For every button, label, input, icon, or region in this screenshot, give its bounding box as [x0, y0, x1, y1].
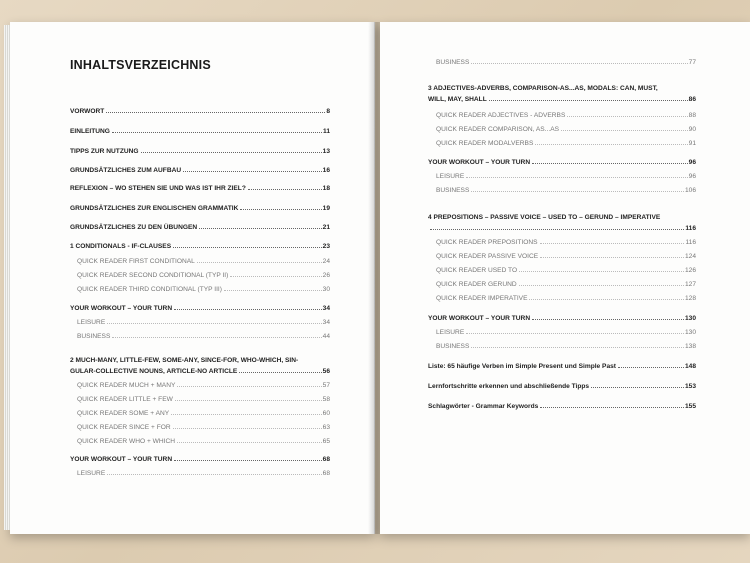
toc-page-number: 44	[322, 333, 330, 340]
toc-page-number: 34	[322, 305, 330, 312]
leader-dots	[174, 460, 322, 461]
toc-page-number: 130	[684, 329, 696, 336]
leader-dots	[224, 290, 322, 291]
toc-entry	[428, 211, 696, 232]
toc-page-number: 16	[322, 167, 330, 174]
toc-page-number: 116	[685, 225, 696, 232]
right-page	[380, 22, 750, 534]
toc-page-number: 56	[322, 368, 330, 375]
leader-dots	[112, 337, 321, 338]
toc-page-number: 26	[322, 272, 330, 279]
toc-page-number: 65	[322, 438, 330, 445]
toc-entry-label: LEISURE	[77, 470, 106, 477]
toc-entry-label: VORWORT	[70, 108, 105, 115]
toc-page-number: 155	[684, 403, 696, 410]
toc-entry	[428, 159, 696, 166]
toc-page-number: 128	[684, 295, 696, 302]
toc-page-number: 8	[326, 108, 330, 115]
toc-page-number: 24	[322, 258, 330, 265]
toc-entry-label: 1 CONDITIONALS - IF-CLAUSES	[70, 243, 172, 250]
toc-entry-label: QUICK READER GERUND	[436, 281, 517, 288]
leader-dots	[535, 144, 687, 145]
toc-entry	[70, 243, 330, 250]
toc-page-number: 90	[688, 126, 696, 133]
toc-entry-label: LEISURE	[436, 173, 465, 180]
toc-entry	[70, 456, 330, 463]
leader-dots	[183, 171, 322, 172]
leader-dots	[540, 243, 685, 244]
leader-dots	[248, 189, 322, 190]
leader-dots	[239, 372, 321, 373]
toc-page-number: 19	[322, 205, 330, 212]
leader-dots	[106, 112, 325, 113]
toc-subentry	[436, 59, 696, 66]
toc-subentry	[77, 258, 330, 265]
toc-page-number: 34	[322, 319, 330, 326]
leader-dots	[591, 387, 684, 388]
toc-subentry	[77, 410, 330, 417]
toc-entry-label: QUICK READER IMPERATIVE	[436, 295, 528, 302]
toc-page-number: 96	[688, 173, 696, 180]
leader-dots	[173, 247, 322, 248]
leader-dots	[561, 130, 688, 131]
toc-subentry	[77, 286, 330, 293]
toc-page-number: 148	[684, 363, 696, 370]
toc-subentry	[77, 272, 330, 279]
toc-subentry	[436, 253, 696, 260]
toc-entry-label: QUICK READER PREPOSITIONS	[436, 239, 538, 246]
leader-dots	[519, 271, 684, 272]
toc-entry-label: BUSINESS	[436, 187, 470, 194]
toc-entry-label: GRUNDSÄTZLICHES ZU DEN ÜBUNGEN	[70, 224, 198, 231]
leader-dots	[430, 229, 684, 230]
toc-entry-label: LEISURE	[77, 319, 106, 326]
toc-entry-label: QUICK READER MODALVERBS	[436, 140, 534, 147]
toc-page-number: 91	[688, 140, 696, 147]
toc-entry-label: TIPPS ZUR NUTZUNG	[70, 148, 139, 155]
toc-page-number: 124	[684, 253, 696, 260]
toc-page-number: 77	[688, 59, 696, 66]
toc-entry	[70, 305, 330, 312]
left-page	[10, 22, 375, 534]
toc-entry	[70, 185, 330, 192]
toc-entry-label: QUICK READER PASSIVE VOICE	[436, 253, 539, 260]
toc-page-number: 153	[684, 383, 696, 390]
toc-entry-label: Schlagwörter - Grammar Keywords	[428, 403, 539, 410]
toc-entry	[70, 224, 330, 231]
toc-page-number: 116	[685, 239, 696, 246]
toc-page-number: 126	[684, 267, 696, 274]
toc-subentry	[436, 239, 696, 246]
toc-entry-label: QUICK READER SINCE + FOR	[77, 424, 171, 431]
toc-entry-label: BUSINESS	[436, 59, 470, 66]
leader-dots	[618, 367, 684, 368]
toc-page-number: 13	[322, 148, 330, 155]
toc-subentry	[77, 382, 330, 389]
leader-dots	[489, 100, 688, 101]
toc-entry-label: QUICK READER SOME + ANY	[77, 410, 170, 417]
leader-dots	[175, 400, 322, 401]
toc-entry-label: QUICK READER FIRST CONDITIONAL	[77, 258, 195, 265]
leader-dots	[107, 323, 321, 324]
toc-entry	[428, 383, 696, 390]
toc-page-number: 60	[322, 410, 330, 417]
toc-entry-label: QUICK READER LITTLE + FEW	[77, 396, 173, 403]
toc-entry-label: GRUNDSÄTZLICHES ZUM AUFBAU	[70, 167, 182, 174]
toc-entry	[428, 403, 696, 410]
toc-entry	[70, 205, 330, 212]
toc-page-number: 58	[322, 396, 330, 403]
toc-entry-label: 3 ADJECTIVES-ADVERBS, COMPARISON-AS...AS, MODALS: CAN, MUST,	[428, 85, 658, 92]
toc-subentry	[436, 173, 696, 180]
leader-dots	[240, 209, 321, 210]
leader-dots	[532, 319, 684, 320]
toc-entry-label: QUICK READER COMPARISON, AS...AS	[436, 126, 559, 133]
toc-page-number: 106	[684, 187, 696, 194]
toc-subentry	[436, 329, 696, 336]
leader-dots	[174, 309, 322, 310]
leader-dots	[466, 333, 684, 334]
leader-dots	[197, 262, 322, 263]
toc-heading: INHALTSVERZEICHNIS	[70, 58, 211, 72]
leader-dots	[519, 285, 684, 286]
toc-page-number: 18	[322, 185, 330, 192]
toc-page-number: 88	[688, 112, 696, 119]
toc-subentry	[436, 140, 696, 147]
toc-subentry	[77, 319, 330, 326]
toc-entry-label: QUICK READER WHO + WHICH	[77, 438, 175, 445]
toc-subentry	[436, 295, 696, 302]
toc-subentry	[436, 187, 696, 194]
toc-page-number: 138	[684, 343, 696, 350]
leader-dots	[471, 347, 684, 348]
open-book	[8, 22, 750, 534]
toc-entry-label: QUICK READER SECOND CONDITIONAL (TYP II)	[77, 272, 229, 279]
toc-entry	[70, 128, 330, 135]
toc-entry	[70, 108, 330, 115]
toc-subentry	[436, 112, 696, 119]
toc-entry-label: QUICK READER MUCH + MANY	[77, 382, 176, 389]
leader-dots	[171, 414, 322, 415]
toc-entry	[428, 363, 696, 370]
toc-subentry	[436, 267, 696, 274]
toc-entry-label-continued: WILL, MAY, SHALL	[428, 96, 487, 103]
leader-dots	[532, 163, 688, 164]
toc-subentry	[77, 470, 330, 477]
leader-dots	[529, 299, 684, 300]
toc-page-number: 23	[322, 243, 330, 250]
toc-entry-label: YOUR WORKOUT – YOUR TURN	[428, 315, 531, 322]
leader-dots	[540, 257, 684, 258]
toc-subentry	[77, 396, 330, 403]
toc-entry-label: 2 MUCH-MANY, LITTLE-FEW, SOME-ANY, SINCE-FOR, WHO-WHICH, SIN-	[70, 357, 299, 364]
toc-entry	[428, 315, 696, 322]
toc-subentry	[77, 438, 330, 445]
toc-page-number: 57	[322, 382, 330, 389]
leader-dots	[173, 428, 322, 429]
toc-subentry	[436, 343, 696, 350]
leader-dots	[471, 63, 687, 64]
leader-dots	[230, 276, 321, 277]
toc-page-number: 30	[322, 286, 330, 293]
leader-dots	[471, 191, 684, 192]
toc-entry	[70, 354, 330, 375]
leader-dots	[567, 116, 687, 117]
toc-subentry	[77, 333, 330, 340]
toc-page-number: 68	[322, 456, 330, 463]
toc-entry-label-continued: GULAR-COLLECTIVE NOUNS, ARTICLE-NO ARTICLE	[70, 368, 238, 375]
toc-page-number: 130	[684, 315, 696, 322]
toc-entry-label: Liste: 65 häufige Verben im Simple Present und Simple Past	[428, 363, 616, 370]
leader-dots	[466, 177, 687, 178]
leader-dots	[107, 474, 321, 475]
toc-page-number: 96	[688, 159, 696, 166]
toc-entry	[70, 148, 330, 155]
toc-entry-label: REFLEXION – WO STEHEN SIE UND WAS IST IHR ZIEL?	[70, 185, 246, 192]
toc-entry	[70, 167, 330, 174]
leader-dots	[141, 152, 322, 153]
toc-entry	[428, 82, 696, 103]
toc-entry-label: BUSINESS	[77, 333, 111, 340]
leader-dots	[199, 228, 322, 229]
toc-entry-label: YOUR WORKOUT – YOUR TURN	[428, 159, 531, 166]
toc-entry-label: QUICK READER THIRD CONDITIONAL (TYP III)	[77, 286, 222, 293]
toc-page-number: 11	[323, 128, 330, 135]
toc-entry-label: QUICK READER USED TO	[436, 267, 518, 274]
toc-entry-label: QUICK READER ADJECTIVES - ADVERBS	[436, 112, 566, 119]
leader-dots	[177, 442, 322, 443]
toc-page-number: 21	[322, 224, 330, 231]
toc-entry-label: 4 PREPOSITIONS – PASSIVE VOICE – USED TO – GERUND – IMPERATIVE	[428, 214, 661, 221]
toc-entry-label: GRUNDSÄTZLICHES ZUR ENGLISCHEN GRAMMATIK	[70, 205, 239, 212]
toc-page-number: 127	[684, 281, 696, 288]
toc-subentry	[436, 281, 696, 288]
toc-subentry	[77, 424, 330, 431]
toc-entry-label: YOUR WORKOUT – YOUR TURN	[70, 305, 173, 312]
toc-page-number: 68	[322, 470, 330, 477]
toc-entry-label: BUSINESS	[436, 343, 470, 350]
toc-entry-label: LEISURE	[436, 329, 465, 336]
leader-dots	[540, 407, 684, 408]
toc-page-number: 63	[322, 424, 330, 431]
toc-entry-label: EINLEITUNG	[70, 128, 110, 135]
leader-dots	[177, 386, 321, 387]
toc-page-number: 86	[688, 96, 696, 103]
toc-subentry	[436, 126, 696, 133]
toc-entry-label: YOUR WORKOUT – YOUR TURN	[70, 456, 173, 463]
toc-entry-label: Lernfortschritte erkennen und abschließende Tipps	[428, 383, 590, 390]
leader-dots	[112, 132, 322, 133]
